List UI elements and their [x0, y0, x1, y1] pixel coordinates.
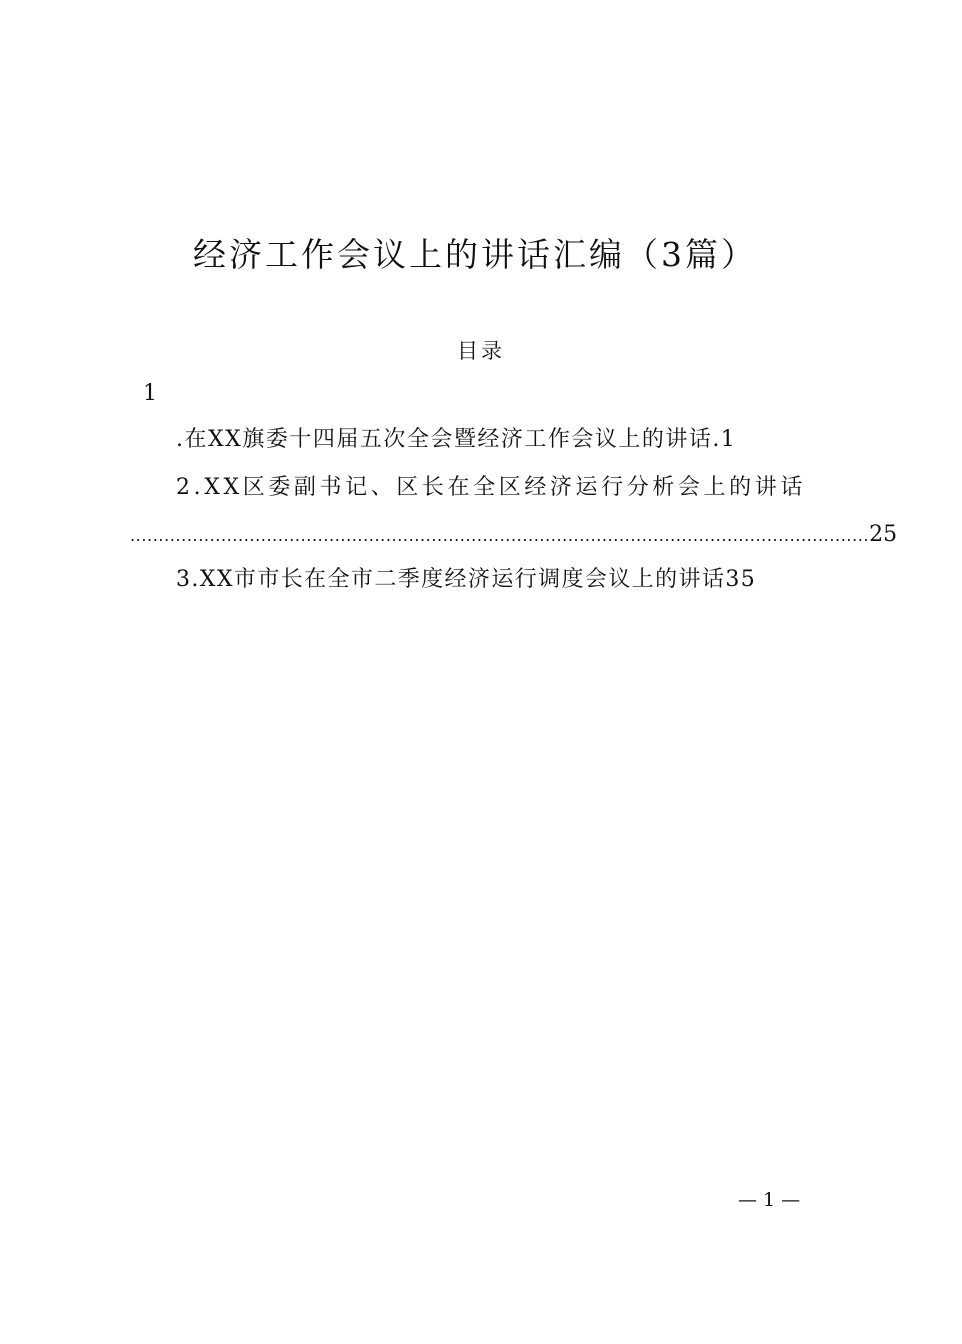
- toc-entry-1[interactable]: .在XX旗委十四届五次全会暨经济工作会议上的讲话.1: [176, 427, 737, 452]
- document-title: 经济工作会议上的讲话汇编（3篇）: [193, 235, 757, 274]
- toc-entry-2[interactable]: 2.XX区委副书记、区长在全区经济运行分析会上的讲话: [176, 475, 806, 500]
- toc-entry-2-page: 25: [869, 522, 898, 547]
- toc-heading: 目录: [457, 339, 505, 363]
- toc-leader-dots: ..................................................................................................................................: [130, 526, 870, 545]
- toc-entry-3[interactable]: 3.XX市市长在全市二季度经济运行调度会议上的讲话35: [176, 567, 757, 592]
- page-number: — 1 —: [738, 1189, 801, 1211]
- toc-stray-number: 1: [143, 381, 157, 406]
- toc-entry-2-leader-line[interactable]: [130, 519, 898, 552]
